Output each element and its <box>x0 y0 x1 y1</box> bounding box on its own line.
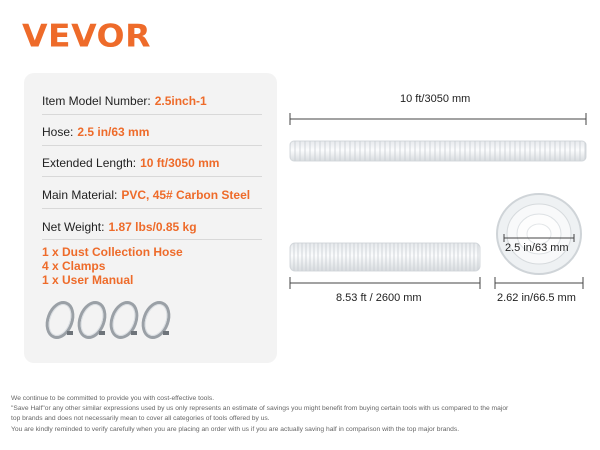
package-item: 1 x User Manual <box>42 273 134 287</box>
disclaimer-footer <box>11 394 596 435</box>
divider <box>42 239 262 240</box>
spec-label: Main Material: <box>42 188 118 202</box>
spec-material <box>42 188 250 202</box>
extended-length-dimension-line <box>288 112 588 126</box>
divider <box>42 208 262 209</box>
outer-diameter-label: 2.62 in/66.5 mm <box>497 292 576 304</box>
outer-diameter-dimension-line <box>492 276 586 290</box>
clamp-icon <box>40 298 180 344</box>
footer-line: You are kindly reminded to verify carefully when you are placing an order with us if you are actually saving half in comparison with the top major brands. <box>11 425 460 433</box>
spec-hose <box>42 125 149 139</box>
spec-value: 1.87 lbs/0.85 kg <box>108 220 197 234</box>
spec-weight <box>42 220 197 234</box>
spec-label: Item Model Number: <box>42 94 151 108</box>
hose-compressed-icon <box>288 239 483 275</box>
spec-value: 10 ft/3050 mm <box>140 156 220 170</box>
spec-label: Extended Length: <box>42 156 137 170</box>
package-item: 4 x Clamps <box>42 259 106 273</box>
spec-length <box>42 156 219 170</box>
compressed-length-dimension-line <box>288 276 483 290</box>
inner-diameter-label: 2.5 in/63 mm <box>505 242 569 254</box>
footer-line: top brands and does not necessarily mean to cover all categories of tools offered by us. <box>11 415 270 423</box>
hose-end-view-icon <box>492 190 586 278</box>
extended-length-label: 10 ft/3050 mm <box>400 93 471 105</box>
package-item: 1 x Dust Collection Hose <box>42 245 183 259</box>
divider <box>42 114 262 115</box>
brand-logo: VEVOR <box>22 16 152 55</box>
spec-value: 2.5inch-1 <box>154 94 207 108</box>
spec-label: Hose: <box>42 125 74 139</box>
spec-model <box>42 94 207 108</box>
compressed-length-label: 8.53 ft / 2600 mm <box>336 292 422 304</box>
divider <box>42 176 262 177</box>
divider <box>42 145 262 146</box>
spec-value: 2.5 in/63 mm <box>77 125 150 139</box>
hose-extended-icon <box>288 138 588 164</box>
spec-value: PVC, 45# Carbon Steel <box>121 188 251 202</box>
footer-line: We continue to be committed to provide you with cost-effective tools. <box>11 395 215 402</box>
footer-line: "Save Half"or any other similar expressions used by us only represents an estimate of savings you might benefit from buying certain tools with us compared to the major <box>11 405 509 413</box>
spec-label: Net Weight: <box>42 220 105 234</box>
